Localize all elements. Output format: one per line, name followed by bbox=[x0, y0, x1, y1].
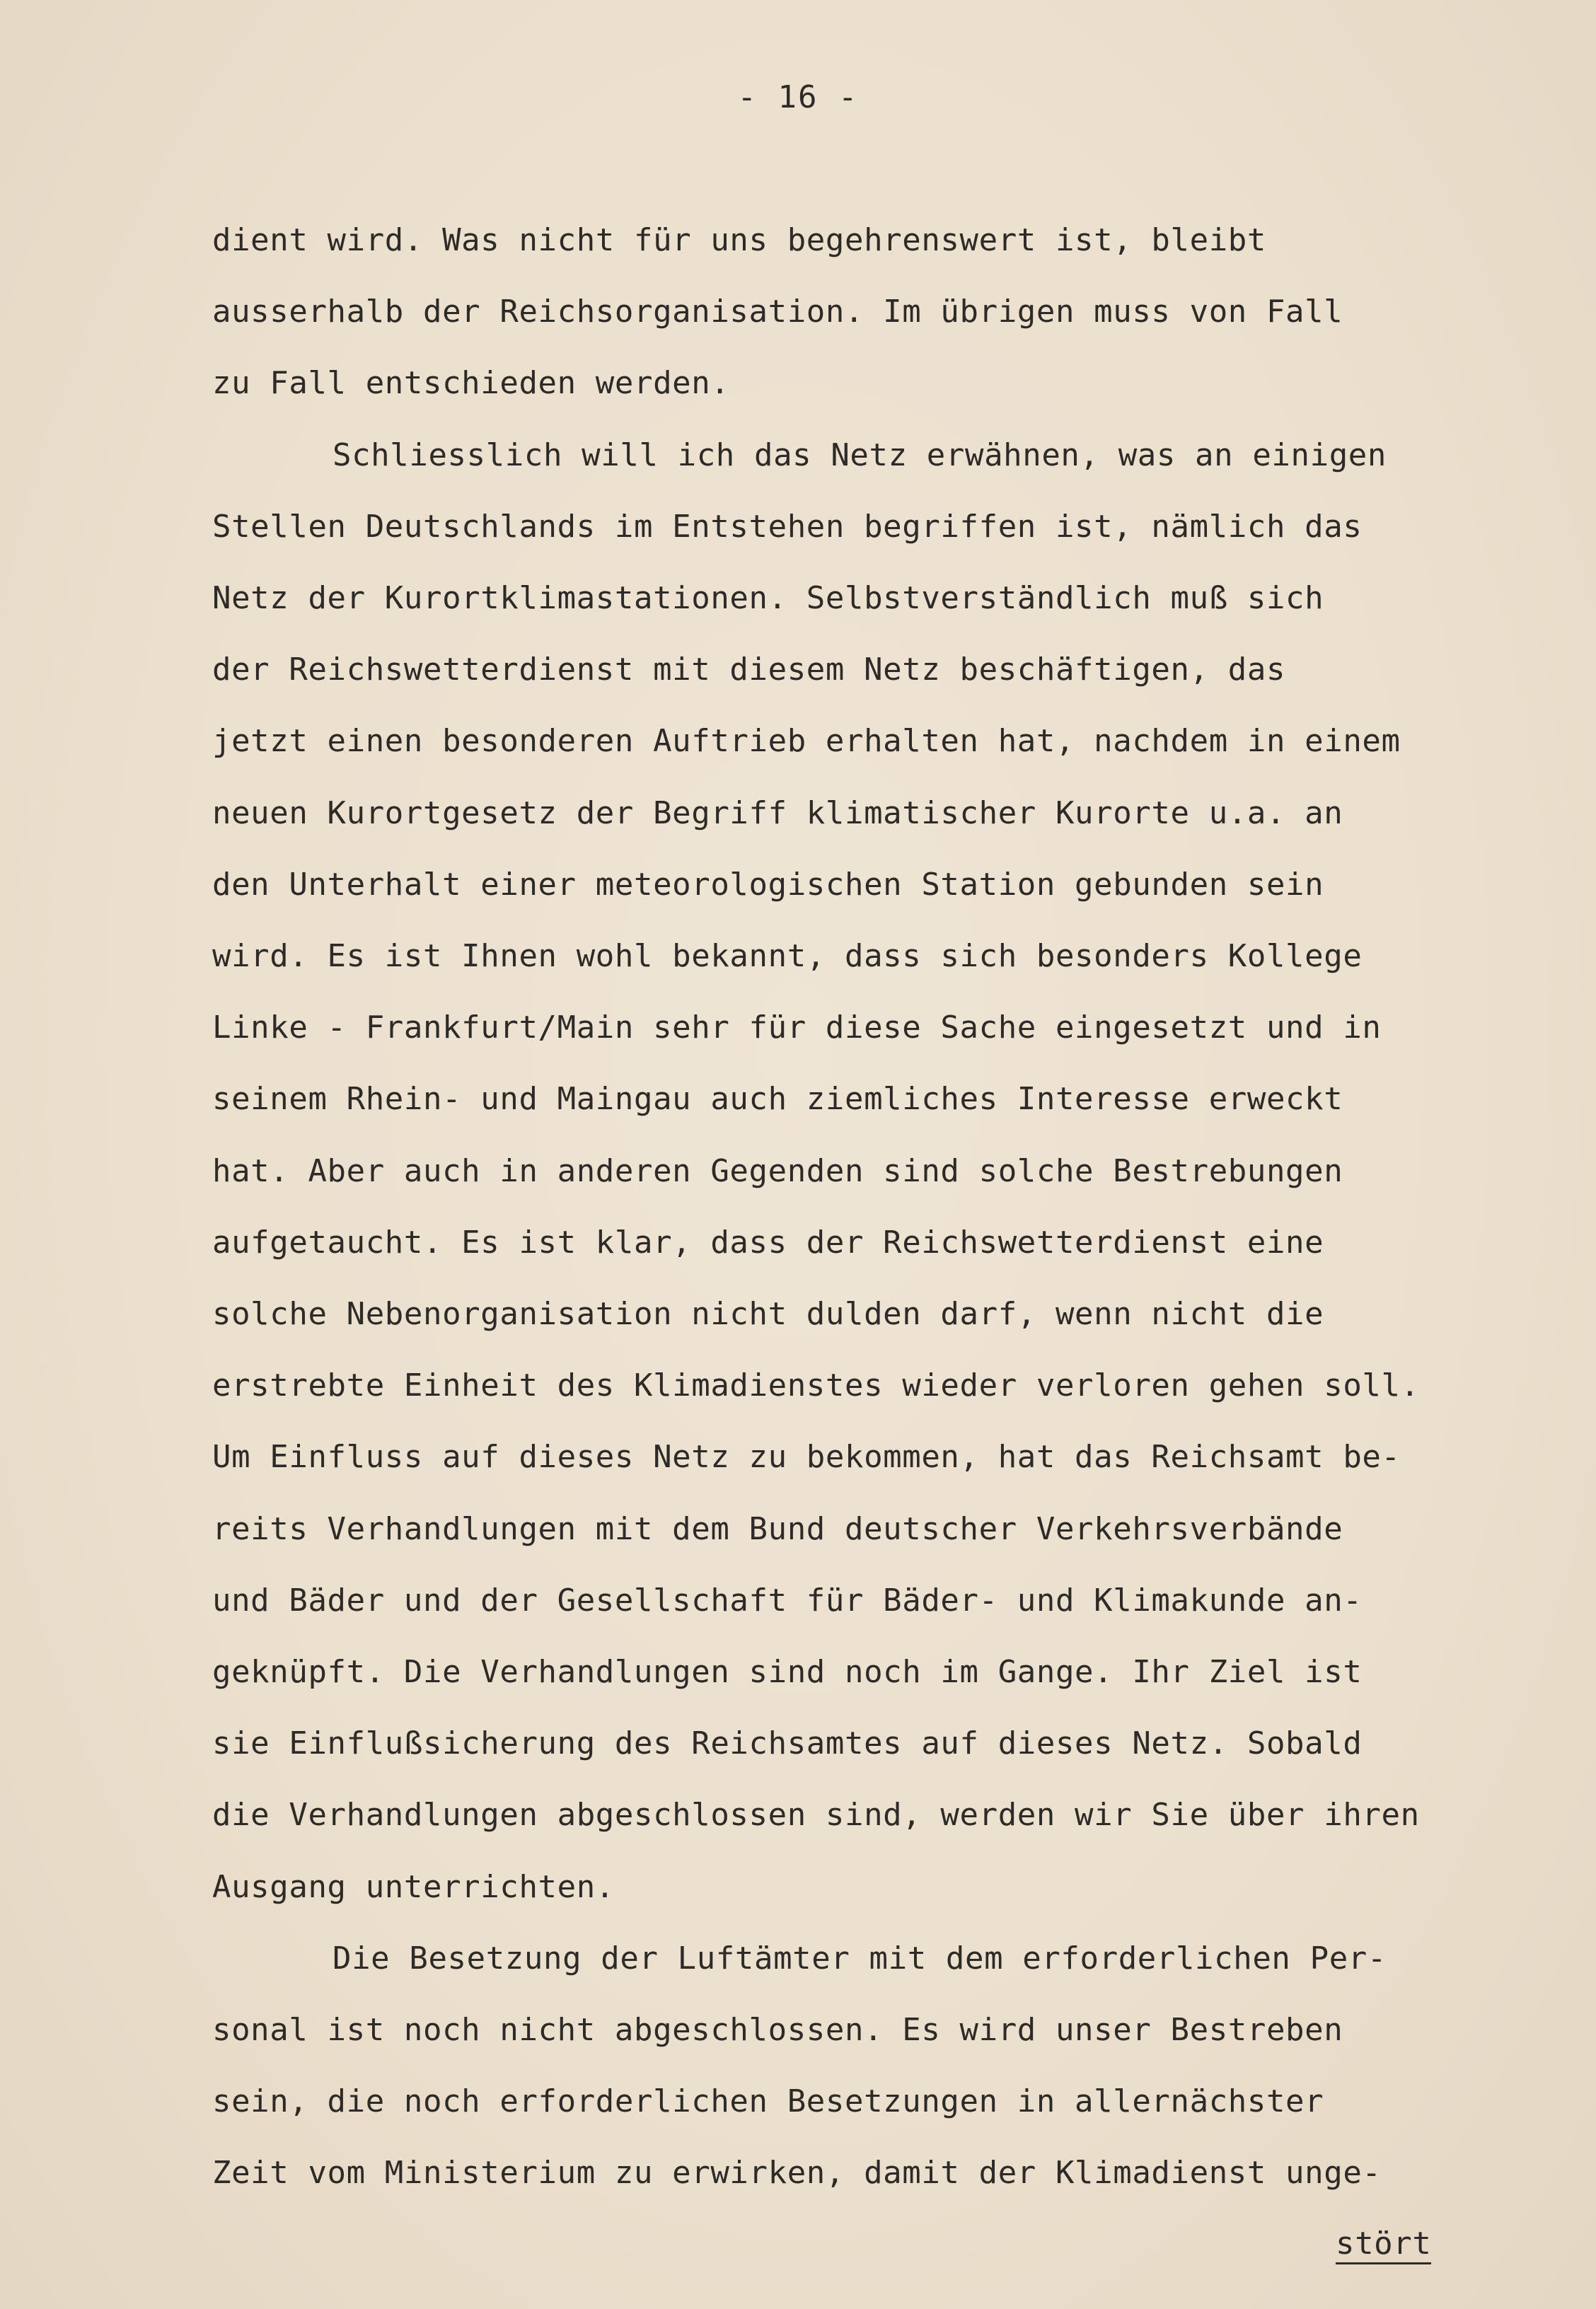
text-line: reits Verhandlungen mit dem Bund deutscher Verkehrsverbände bbox=[212, 1511, 1343, 1547]
text-line: der Reichswetterdienst mit diesem Netz beschäftigen, das bbox=[212, 652, 1286, 688]
text-line: und Bäder und der Gesellschaft für Bäder- und Klimakunde an- bbox=[212, 1582, 1363, 1619]
page-number: - 16 - bbox=[737, 79, 859, 115]
text-line: ausserhalb der Reichsorganisation. Im übrigen muss von Fall bbox=[212, 294, 1343, 330]
text-line: die Verhandlungen abgeschlossen sind, werden wir Sie über ihren bbox=[212, 1797, 1420, 1833]
text-line: Linke - Frankfurt/Main sehr für diese Sache eingesetzt und in bbox=[212, 1009, 1382, 1046]
text-line: solche Nebenorganisation nicht dulden darf, wenn nicht die bbox=[212, 1296, 1324, 1332]
text-line: Stellen Deutschlands im Entstehen begriffen ist, nämlich das bbox=[212, 509, 1363, 545]
text-line: Zeit vom Ministerium zu erwirken, damit der Klimadienst unge- bbox=[212, 2155, 1382, 2191]
text-line: erstrebte Einheit des Klimadienstes wieder verloren gehen soll. bbox=[212, 1367, 1420, 1404]
text-line: Netz der Kurortklimastationen. Selbstverständlich muß sich bbox=[212, 580, 1324, 616]
text-line: den Unterhalt einer meteorologischen Station gebunden sein bbox=[212, 867, 1324, 903]
text-line: sie Einflußsicherung des Reichsamtes auf dieses Netz. Sobald bbox=[212, 1725, 1363, 1761]
text-line: Um Einfluss auf dieses Netz zu bekommen, hat das Reichsamt be- bbox=[212, 1439, 1401, 1475]
text-line: neuen Kurortgesetz der Begriff klimatischer Kurorte u.a. an bbox=[212, 795, 1343, 831]
text-line: zu Fall entschieden werden. bbox=[212, 365, 730, 401]
text-line: hat. Aber auch in anderen Gegenden sind solche Bestrebungen bbox=[212, 1153, 1343, 1189]
text-line: sein, die noch erforderlichen Besetzungen in allernächster bbox=[212, 2083, 1324, 2119]
text-line: jetzt einen besonderen Auftrieb erhalten hat, nachdem in einem bbox=[212, 723, 1401, 759]
text-line: Ausgang unterrichten. bbox=[212, 1869, 615, 1905]
text-line: seinem Rhein- und Maingau auch ziemliches Interesse erweckt bbox=[212, 1081, 1343, 1117]
text-line: sonal ist noch nicht abgeschlossen. Es wird unser Bestreben bbox=[212, 2012, 1343, 2048]
text-line: wird. Es ist Ihnen wohl bekannt, dass sich besonders Kollege bbox=[212, 938, 1363, 974]
text-line: Schliesslich will ich das Netz erwähnen, was an einigen bbox=[332, 437, 1387, 473]
text-line: geknüpft. Die Verhandlungen sind noch im Gange. Ihr Ziel ist bbox=[212, 1654, 1363, 1690]
text-line: aufgetaucht. Es ist klar, dass der Reichswetterdienst eine bbox=[212, 1225, 1324, 1261]
catchword: stört bbox=[1336, 2228, 1431, 2264]
text-line: dient wird. Was nicht für uns begehrenswert ist, bleibt bbox=[212, 222, 1266, 258]
text-line: Die Besetzung der Luftämter mit dem erforderlichen Per- bbox=[332, 1940, 1387, 1977]
